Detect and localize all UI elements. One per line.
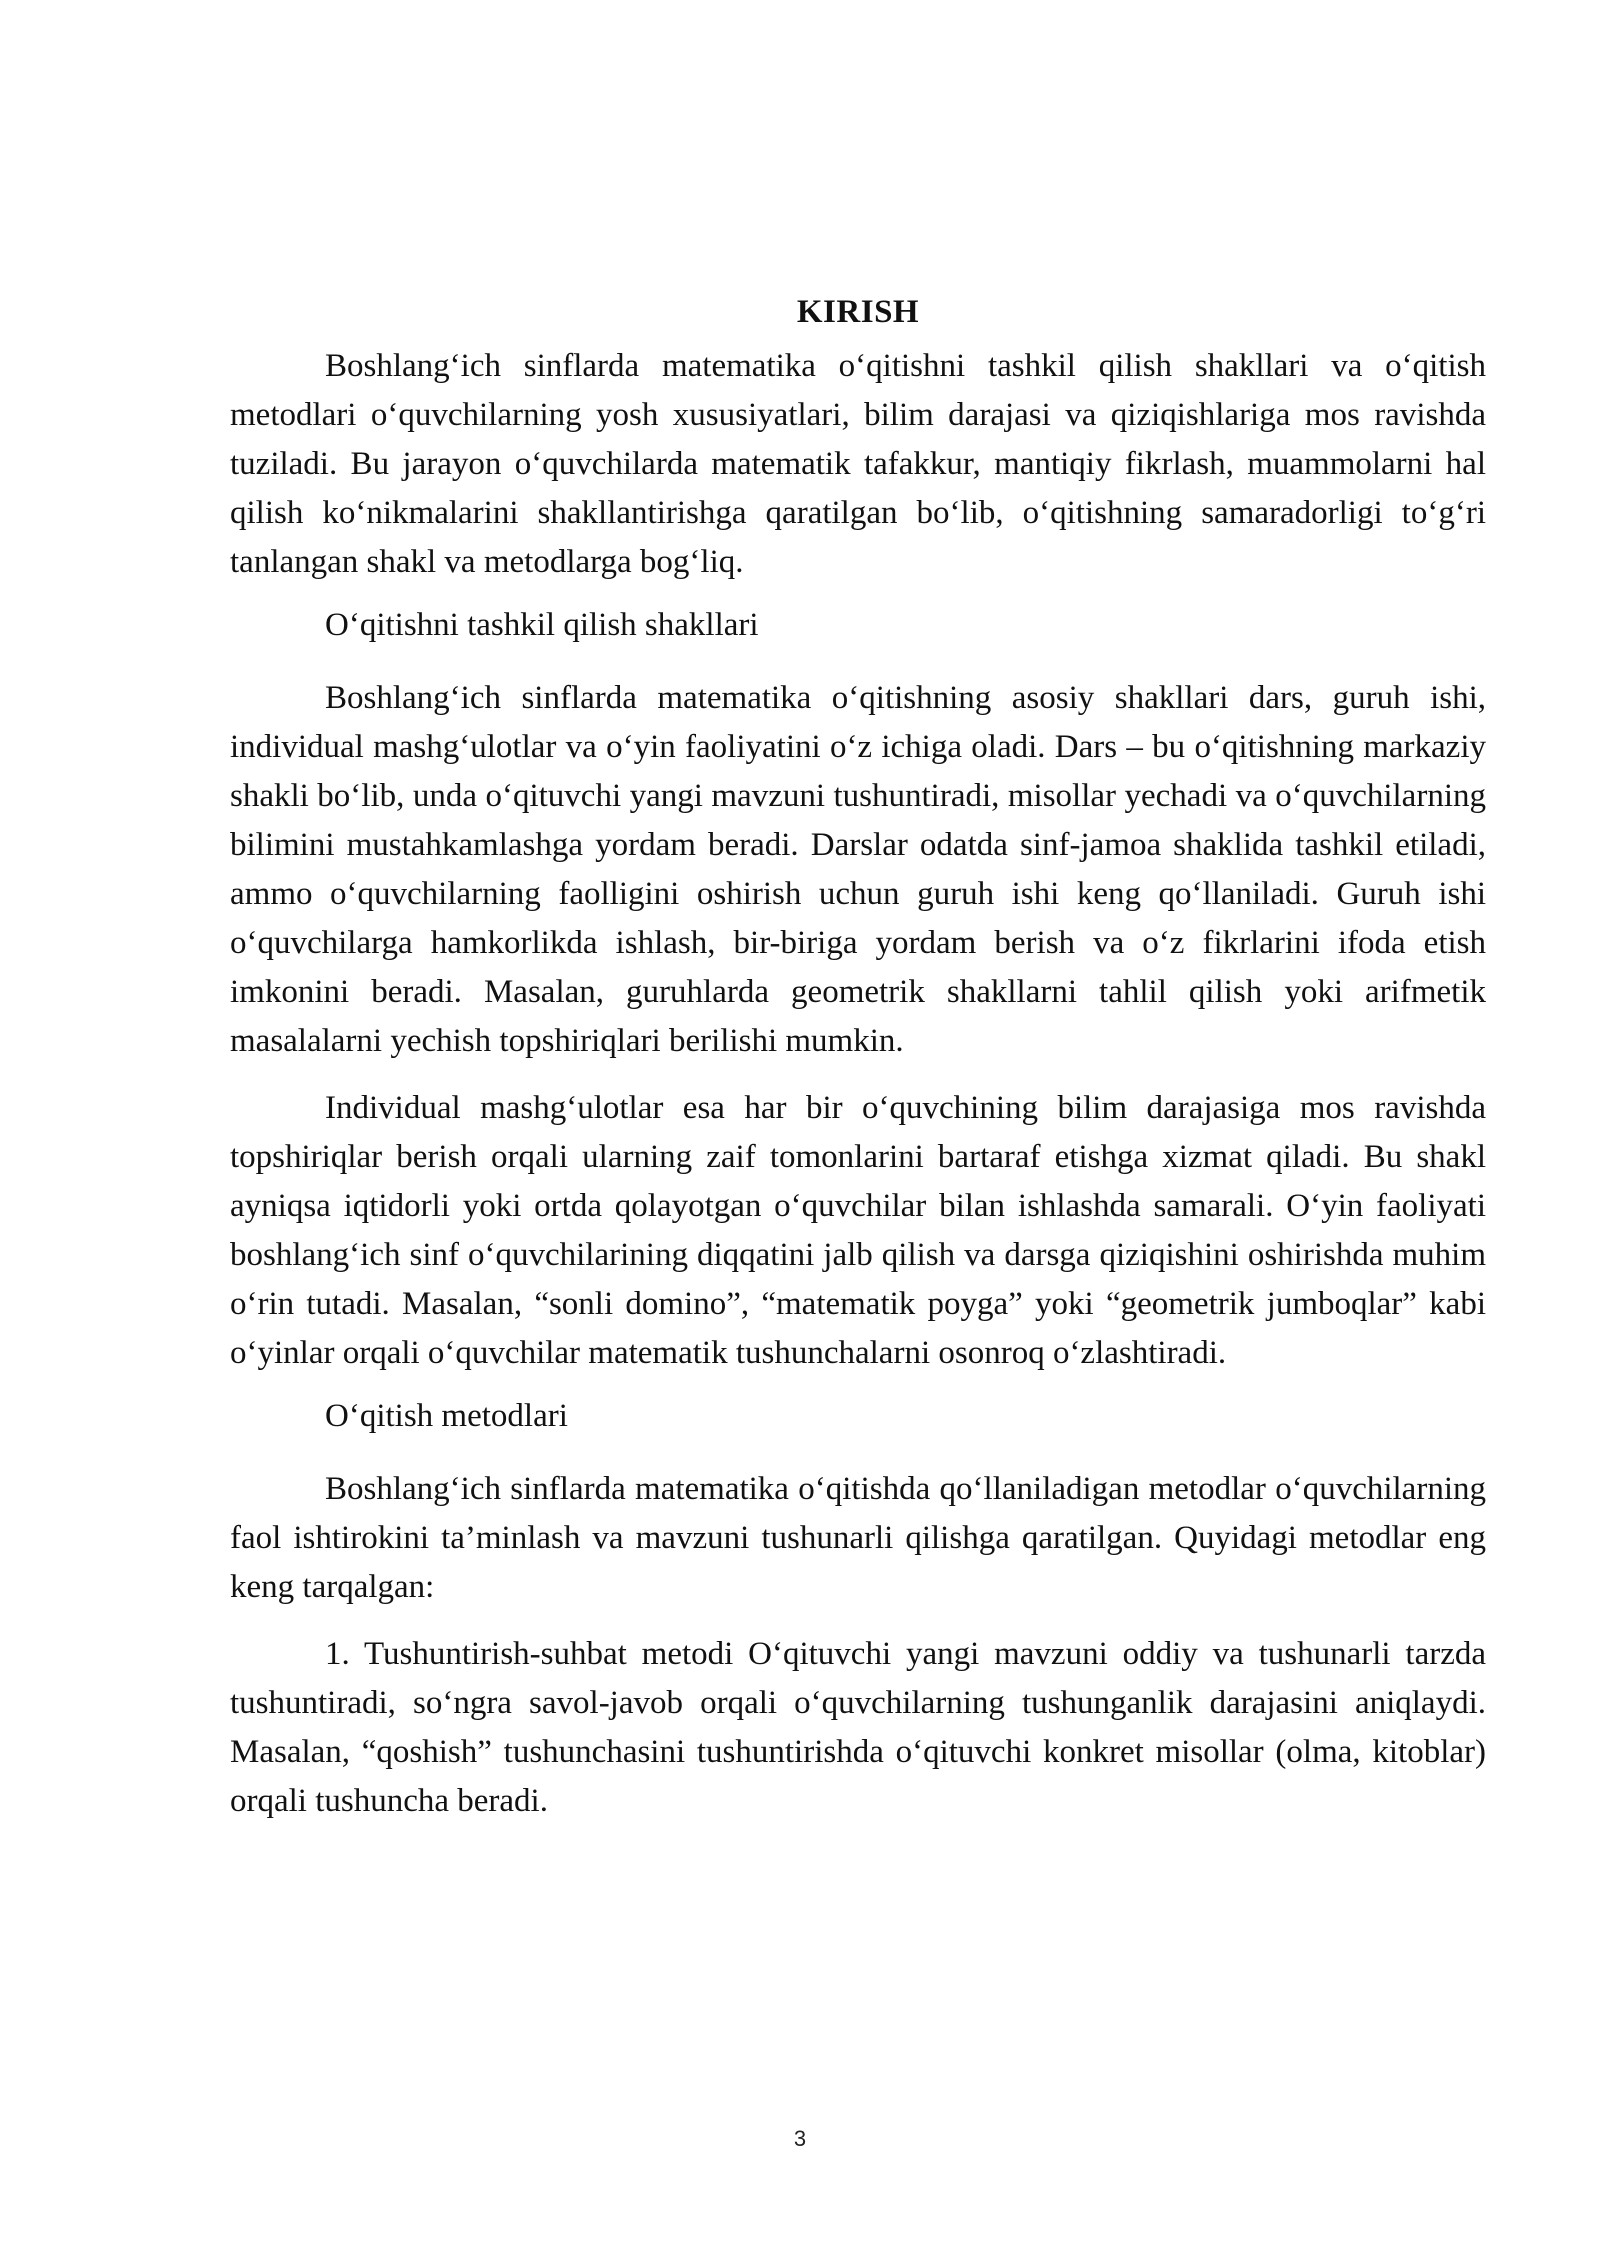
- page-number: 3: [793, 2126, 807, 2151]
- section-heading-methods: O‘qitish metodlari: [325, 1398, 568, 1434]
- paragraph-intro: Boshlang‘ich sinflarda matematika o‘qitishni tashkil qilish shakllari va o‘qitish metodlari o‘quvchilarning yosh xususiyatlari, bilim darajasi va qiziqishlariga mos ravishda tuziladi. Bu jarayon o‘quvchilarda matematik tafakkur, mantiqiy fikrlash, muammolarni hal qilish ko‘nikmalarini shakllantirishga qaratilgan bo‘lib, o‘qitishning samaradorligi to‘g‘ri tanlangan shakl va metodlarga bog‘liq.: [230, 348, 1486, 580]
- page-content: [230, 290, 1486, 1826]
- document-title: KIRISH: [796, 294, 920, 330]
- paragraph-method-1: 1. Tushuntirish-suhbat metodi O‘qituvchi yangi mavzuni oddiy va tushunarli tarzda tushuntiradi, so‘ngra savol-javob orqali o‘quvchilarning tushunganlik darajasini aniqlaydi. Masalan, “qoshish” tushunchasini tushuntirishda o‘qituvchi konkret misollar (olma, kitoblar) orqali tushuncha beradi.: [230, 1636, 1486, 1819]
- section-heading-forms: O‘qitishni tashkil qilish shakllari: [325, 607, 759, 643]
- paragraph-methods-intro: Boshlang‘ich sinflarda matematika o‘qitishda qo‘llaniladigan metodlar o‘quvchilarning faol ishtirokini ta’minlash va mavzuni tushunarli qilishga qaratilgan. Quyidagi metodlar eng keng tarqalgan:: [230, 1471, 1486, 1605]
- paragraph-forms-overview: Boshlang‘ich sinflarda matematika o‘qitishning asosiy shakllari dars, guruh ishi, individual mashg‘ulotlar va o‘yin faoliyatini o‘z ichiga oladi. Dars – bu o‘qitishning markaziy shakli bo‘lib, unda o‘qituvchi yangi mavzuni tushuntiradi, misollar yechadi va o‘quvchilarning bilimini mustahkamlashga yordam beradi. Darslar odatda sinf-jamoa shaklida tashkil etiladi, ammo o‘quvchilarning faolligini oshirish uchun guruh ishi keng qo‘llaniladi. Guruh ishi o‘quvchilarga hamkorlikda ishlash, bir-biriga yordam berish va o‘z fikrlarini ifoda etish imkonini beradi. Masalan, guruhlarda geometrik shakllarni tahlil qilish yoki arifmetik masalalarni yechish topshiriqlari berilishi mumkin.: [230, 680, 1486, 1059]
- paragraph-individual: Individual mashg‘ulotlar esa har bir o‘quvchining bilim darajasiga mos ravishda topshiriqlar berish orqali ularning zaif tomonlarini bartaraf etishga xizmat qiladi. Bu shakl ayniqsa iqtidorli yoki ortda qolayotgan o‘quvchilar bilan ishlashda samarali. O‘yin faoliyati boshlang‘ich sinf o‘quvchilarining diqqatini jalb qilish va darsga qiziqishini oshirishda muhim o‘rin tutadi. Masalan, “sonli domino”, “matematik poyga” yoki “geometrik jumboqlar” kabi o‘yinlar orqali o‘quvchilar matematik tushunchalarni osonroq o‘zlashtiradi.: [230, 1090, 1486, 1371]
